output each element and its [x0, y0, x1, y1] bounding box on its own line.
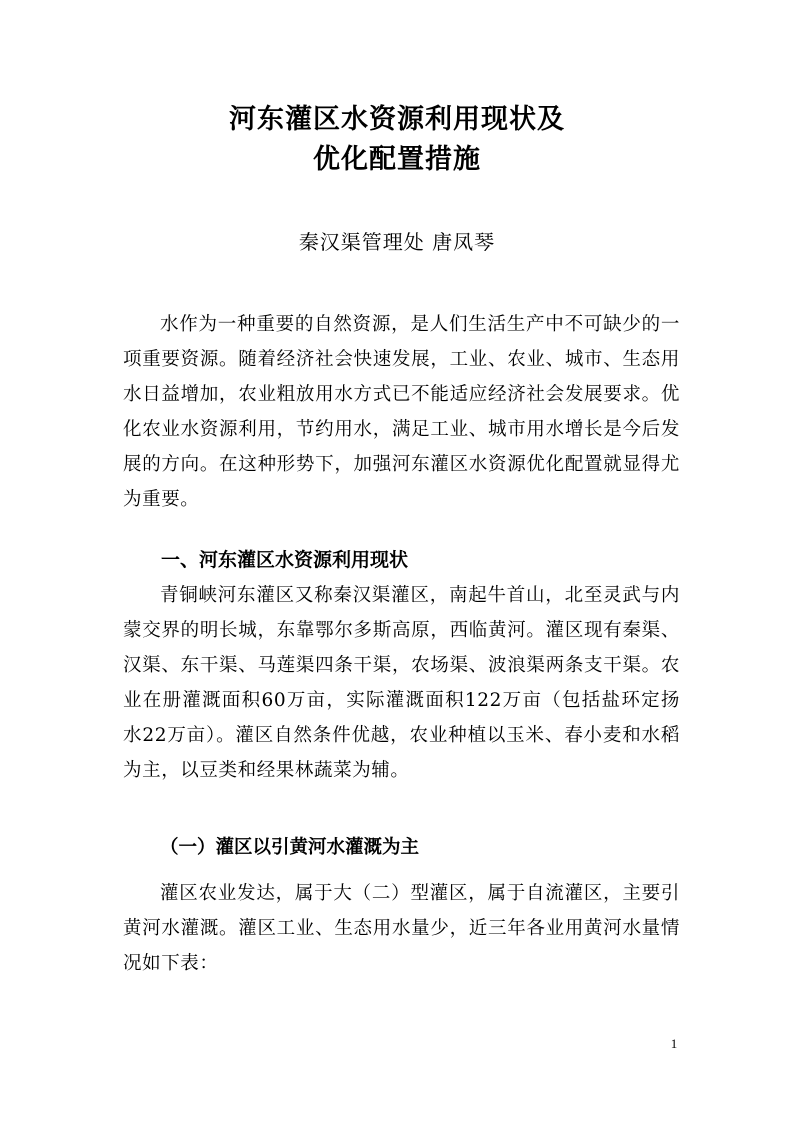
section-1-paragraph: 青铜峡河东灌区又称秦汉渠灌区，南起牛首山，北至灵武与内蒙交界的明长城，东靠鄂尔多斯高原，西临黄河。灌区现有秦渠、汉渠、东干渠、马莲渠四条干渠，农场渠、波浪渠两条支干渠。农业在册灌溉面积60万亩，实际灌溉面积122万亩（包括盐环定扬水22万亩）。灌区自然条件优越，农业种植以玉米、春小麦和水稻为主，以豆类和经果林蔬菜为辅。	[123, 585, 680, 781]
document-title-line-1: 河东灌区水资源利用现状及	[229, 104, 565, 135]
page-number: 1	[670, 1036, 678, 1051]
document-title-line-2: 优化配置措施	[313, 144, 481, 175]
intro-paragraph: 水作为一种重要的自然资源，是人们生活生产中不可缺少的一项重要资源。随着经济社会快速发展，工业、农业、城市、生态用水日益增加，农业粗放用水方式已不能适应经济社会发展要求。优化农业水资源利用，节约用水，满足工业、城市用水增长是今后发展的方向。在这种形势下，加强河东灌区水资源优化配置就显得尤为重要。	[123, 314, 680, 510]
author-line: 秦汉渠管理处 唐凤琴	[298, 230, 496, 254]
subsection-1-paragraph: 灌区农业发达，属于大（二）型灌区，属于自流灌区，主要引黄河水灌溉。灌区工业、生态用水量少，近三年各业用黄河水量情况如下表：	[123, 883, 680, 974]
section-heading-1: 一、河东灌区水资源利用现状	[161, 549, 409, 571]
subsection-heading-1: （一）灌区以引黄河水灌溉为主	[160, 837, 420, 858]
